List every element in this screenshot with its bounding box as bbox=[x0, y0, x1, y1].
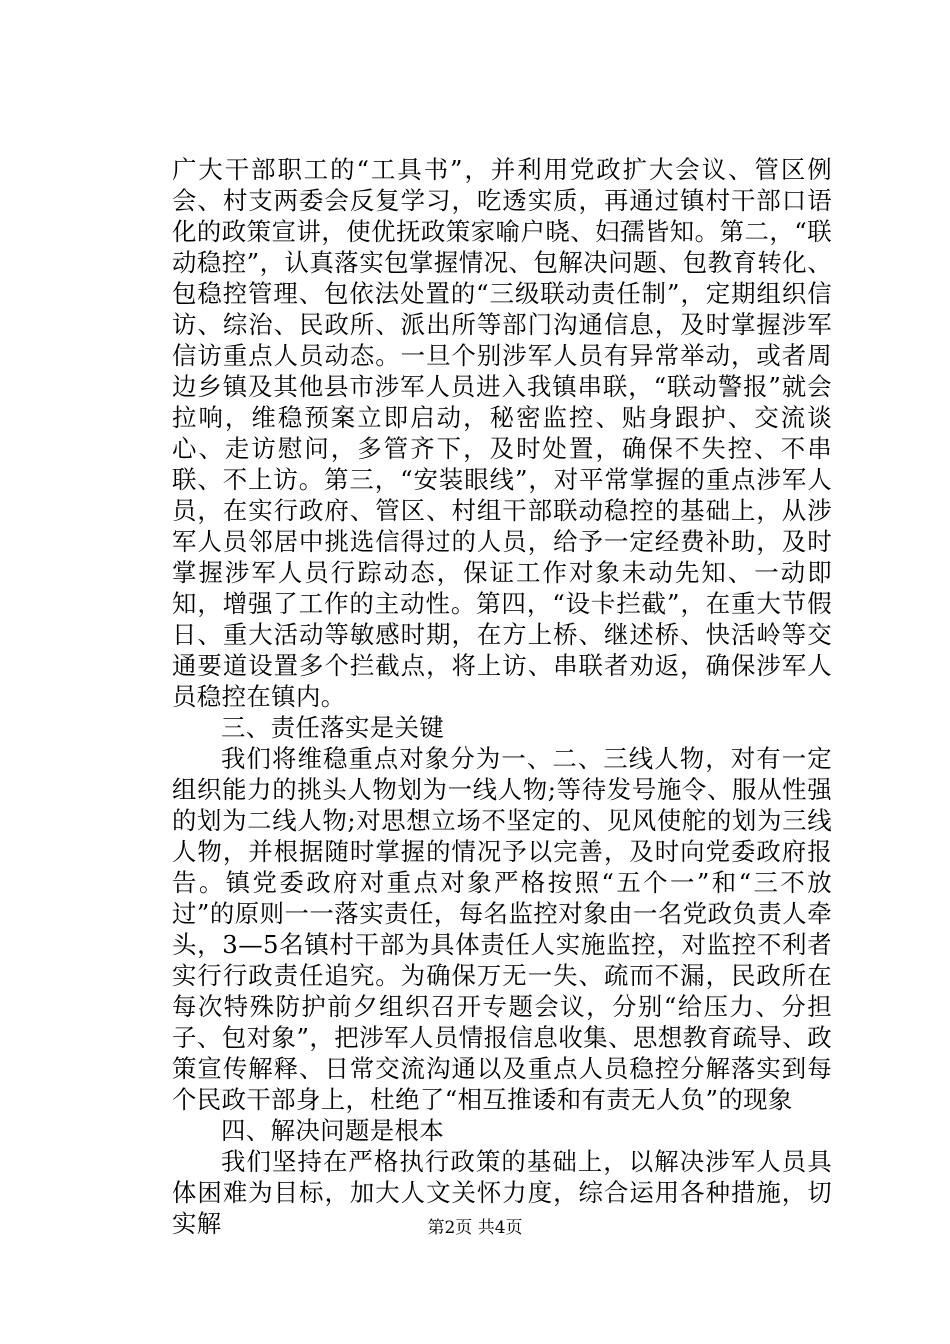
paragraph-solve-problems: 我们坚持在严格执行政策的基础上，以解决涉军人员具体困难为目标，加大人文关怀力度，综合运用各种措施，切实解 bbox=[172, 1147, 832, 1238]
section-heading-3: 三、责任落实是关键 bbox=[221, 713, 445, 742]
section-heading-4: 四、解决问题是根本 bbox=[221, 1116, 445, 1145]
paragraph-responsibility: 我们将维稳重点对象分为一、二、三线人物，对有一定组织能力的挑头人物划为一线人物;等待发号施令、服从性强的划为二线人物;对思想立场不坚定的、见风使舵的划为三线人物，并根据随时掌握的情况予以完善，及时向党委政府报告。镇党委政府对重点对象严格按照“五个一”和“三不放过”的原则一一落实责任，每名监控对象由一名党政负责人牵头，3—5名镇村干部为具体责任人实施监控，对监控不利者实行行政责任追究。为确保万无一失、疏而不漏，民政所在每次特殊防护前夕组织召开专题会议，分别“给压力、分担子、包对象”，把涉军人员情报信息收集、思想教育疏导、政策宣传解释、日常交流沟通以及重点人员稳控分解落实到每个民政干部身上，杜绝了“相互推诿和有责无人负”的现象 bbox=[172, 744, 832, 1114]
page-footer: 第2页 共4页 bbox=[427, 1218, 523, 1238]
paragraph-continuation: 广大干部职工的“工具书”，并利用党政扩大会议、管区例会、村支两委会反复学习，吃透实质，再通过镇村干部口语化的政策宣讲，使优抚政策家喻户晓、妇孺皆知。第二，“联动稳控”，认真落实包掌握情况、包解决问题、包教育转化、包稳控管理、包依法处置的“三级联动责任制”，定期组织信访、综治、民政所、派出所等部门沟通信息，及时掌握涉军信访重点人员动态。一旦个别涉军人员有异常举动，或者周边乡镇及其他县市涉军人员进入我镇串联，“联动警报”就会拉响，维稳预案立即启动，秘密监控、贴身跟护、交流谈心、走访慰问，多管齐下，及时处置，确保不失控、不串联、不上访。第三，“安装眼线”，对平常掌握的重点涉军人员，在实行政府、管区、村组干部联动稳控的基础上，从涉军人员邻居中挑选信得过的人员，给予一定经费补助，及时掌握涉军人员行踪动态，保证工作对象未动先知、一动即知，增强了工作的主动性。第四，“设卡拦截”，在重大节假日、重大活动等敏感时期，在方上桥、继述桥、快活岭等交通要道设置多个拦截点，将上访、串联者劝返，确保涉军人员稳控在镇内。 bbox=[172, 155, 832, 711]
document-body bbox=[172, 154, 832, 1239]
